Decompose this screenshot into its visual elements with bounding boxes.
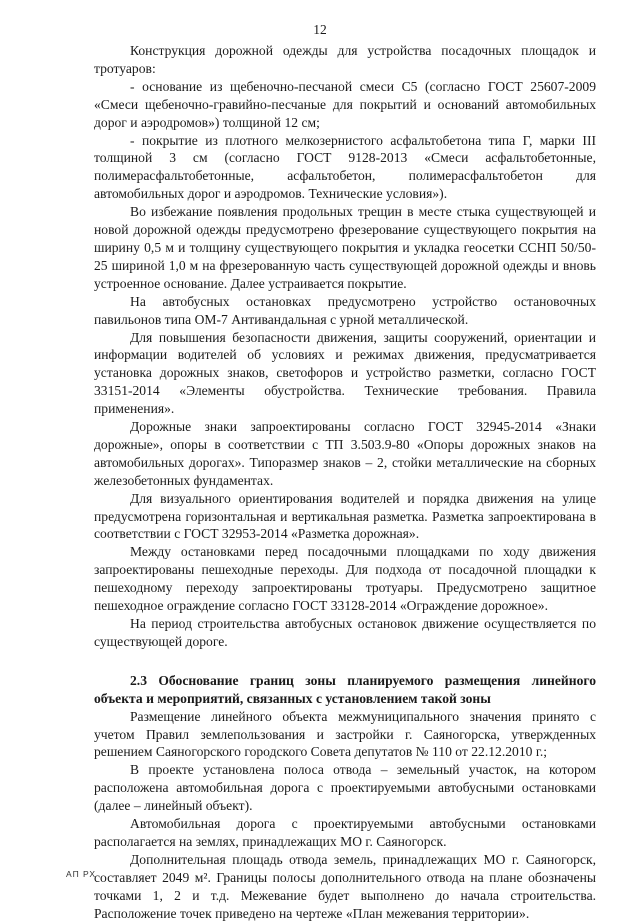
paragraph: Автомобильная дорога с проектируемыми автобусными остановками располагается на землях, принадлежащих МО г. Саяногорск.	[94, 816, 596, 849]
paragraph: Для визуального ориентирования водителей и порядка движения на улице предусмотрена горизонтальная и вертикальная разметка. Разметка запроектирована в соответствии с ГОСТ 32953-2014 «Разметка дорожная».	[94, 490, 596, 542]
document-body	[94, 42, 596, 923]
list-item: - покрытие из плотного мелкозернистого асфальтобетона типа Г, марки III толщиной 3 см (согласно ГОСТ 9128-2013 «Смеси асфальтобетонные, полимерасфальтобетонные, асфальтобетон, полимерасфальтобетон для автомобильных дорог и аэродромов. Технические условия»).	[94, 132, 596, 202]
paragraph: Размещение линейного объекта межмуниципального значения принято с учетом Правил землепользования и застройки г. Саяногорска, утвержденных решением Саяногорского городского Совета депутатов № 110 от 22.12.2010 г.;	[94, 708, 596, 760]
paragraph: На автобусных остановках предусмотрено устройство остановочных павильонов типа ОМ-7 Антивандальная с урной металлической.	[94, 293, 596, 327]
section-heading: 2.3 Обоснование границ зоны планируемого размещения линейного объекта и мероприятий, связанных с установлением такой зоны	[94, 672, 596, 706]
list-item: - основание из щебеночно-песчаной смеси С5 (согласно ГОСТ 25607-2009 «Смеси щебеночно-гравийно-песчаные для покрытий и оснований автомобильных дорог и аэродромов») толщиной 12 см;	[94, 78, 596, 130]
paragraph: На период строительства автобусных остановок движение осуществляется по существующей дороге.	[94, 616, 596, 649]
paragraph: Между остановками перед посадочными площадками по ходу движения запроектированы пешеходные переходы. Для подхода от посадочной площадки к пешеходному переходу запроектированы тротуары. Предусмотрено защитное пешеходное ограждение согласно ГОСТ 33128-2014 «Ограждение дорожное».	[94, 544, 596, 614]
footer-stamp: АП РХ	[66, 869, 97, 879]
paragraph: Во избежание появления продольных трещин в месте стыка существующей и новой дорожной одежды предусмотрено фрезерование существующего покрытия на ширину 0,5 м и толщину существующего покрытия и укладка геосетки ССНП 50/50-25 шириной 1,0 м на фрезерованную часть существующей дорожной одежды и вновь устроенное основание. Далее устраивается покрытие.	[94, 204, 596, 291]
paragraph: Дорожные знаки запроектированы согласно ГОСТ 32945-2014 «Знаки дорожные», опоры в соответствии с ТП 3.503.9-80 «Опоры дорожных знаков на автомобильных дорогах». Типоразмер знаков – 2, стойки металлические на сборных железобетонных фундаментах.	[94, 419, 596, 488]
page-number: 12	[313, 22, 327, 37]
paragraph: Для повышения безопасности движения, защиты сооружений, ориентации и информации водителей об условиях и режимах движения, предусматривается установка дорожных знаков, светофоров и устройство разметки, согласно ГОСТ 33151-2014 «Элементы обустройства. Технические требования. Правила применения».	[94, 329, 596, 417]
paragraph: Конструкция дорожной одежды для устройства посадочных площадок и тротуаров:	[94, 43, 596, 76]
paragraph: Дополнительная площадь отвода земель, принадлежащих МО г. Саяногорск, составляет 2049 м². Границы полосы дополнительного отвода на плане обозначены точками 1, 2 и т.д. Межевание будет выполнено до начала строительства. Расположение точек приведено на чертеже «План межевания территории».	[94, 851, 596, 921]
paragraph: В проекте установлена полоса отвода – земельный участок, на котором расположена автомобильная дорога с проектируемыми автобусными остановками (далее – линейный объект).	[94, 762, 596, 814]
